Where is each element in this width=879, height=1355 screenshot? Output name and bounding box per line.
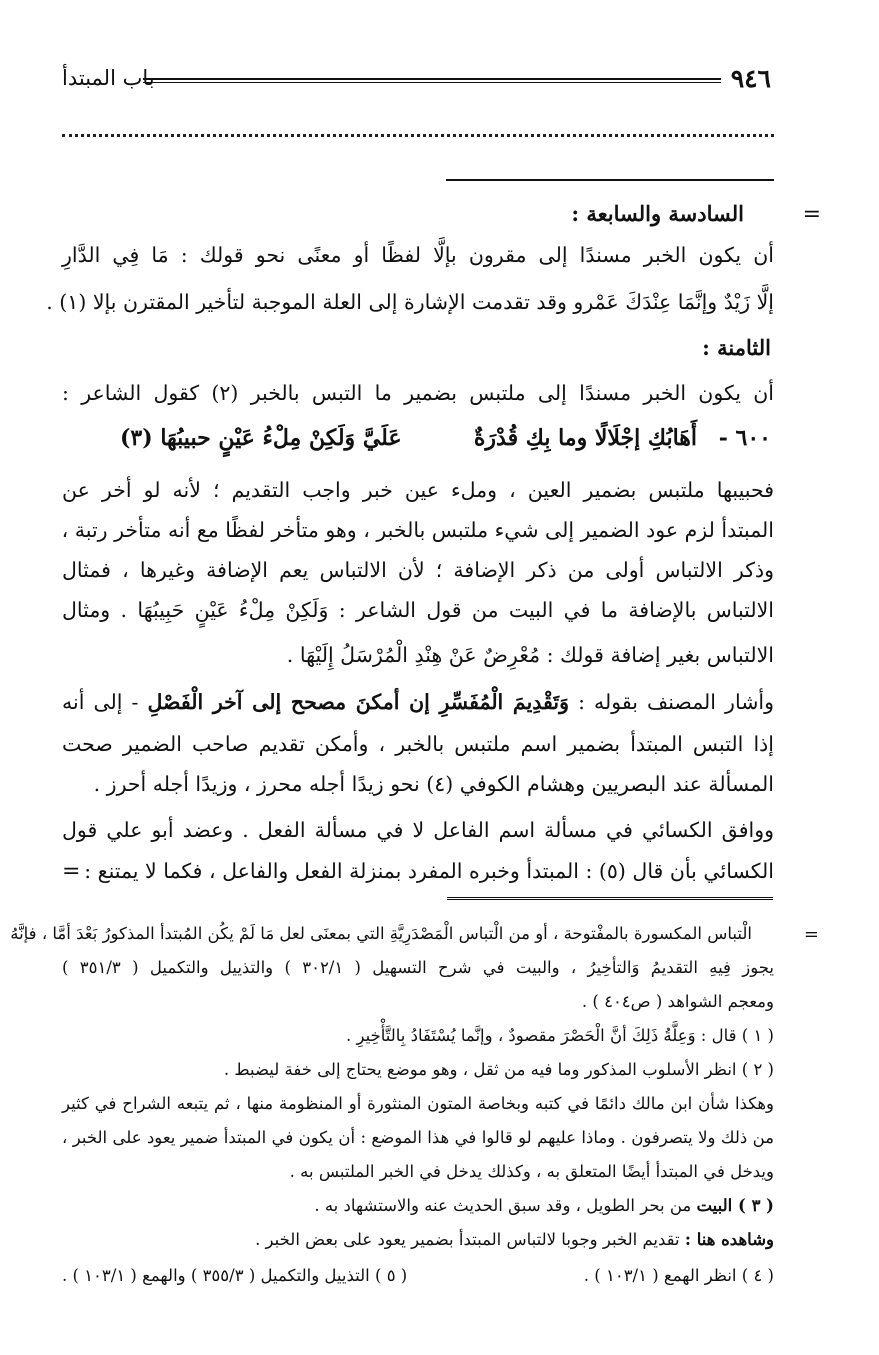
running-title: باب المبتدأ	[62, 66, 155, 90]
footnote-line: الْتباس المكسورة بالمفْتوحة ، أو من الْتباس الْمَصْدَرِيَّةِ التي بمعنَى لعل مَا لَمْ يكُن المُبتدأ المذكورُ بَعْدَ أمَّا ، فإنَّهُ	[10, 924, 752, 943]
footnote-5: ( ٥ ) التذييل والتكميل ( ٣٥٥/٣ ) والهمع ( ١٠٣/١ ) .	[62, 1266, 408, 1285]
paragraph-line: أن يكون الخبر مسندًا إلى ملتبس بضمير ما التبس بالخبر (٢) كقول الشاعر :	[62, 381, 775, 405]
page-number: ٩٤٦	[730, 64, 771, 93]
quote-lead: وأشار المصنف بقوله :	[578, 690, 774, 714]
continued-mark: =	[62, 859, 81, 884]
footnote-line: يجوز فِيهِ التقديمُ وَالتأخِيرُ ، والبيت في شرح التسهيل ( ٣٠٢/١ ) والتذييل والتكميل ( ٣٥١/٣ )	[62, 958, 774, 977]
heading-sixth-seventh: السادسة والسابعة :	[571, 201, 744, 226]
header-rule	[143, 78, 721, 83]
footnote-3-text: من بحر الطويل ، وقد سبق الحديث عنه والاستشهاد به .	[314, 1196, 692, 1215]
verse-number: ٦٠٠ -	[718, 425, 771, 451]
footnote-1: ( ١ ) قال : وَعِلَّةُ ذَلِكَ أنَّ الْحَصْرَ مقصودٌ ، وإنَّما يُسْتَفَادُ بِالتَّأْخِيرِ .	[345, 1026, 774, 1045]
section-rule	[446, 179, 774, 181]
equals-mark: =	[802, 202, 821, 227]
paragraph-line: إذا التبس المبتدأ بضمير اسم ملتبس بالخبر ، وأمكن تقديم صاحب الضمير صحت	[62, 732, 774, 756]
paragraph-line: الالتباس بالإضافة ما في البيت من قول الشاعر : وَلَكِنْ مِلْءُ عَيْنٍ حَبِيبُهَا . ومثال	[62, 598, 774, 622]
footnote-rule	[447, 897, 773, 901]
footnote-line: من ذلك ولا يتصرفون . وماذا عليهم لو قالوا في هذا الموضع : أن يكون في المبتدأ ضمير يعود على الخبر ،	[62, 1128, 774, 1147]
footnote-3-witness	[62, 1230, 774, 1250]
paragraph-line: أن يكون الخبر مسندًا إلى مقرون بإلَّا لفظًا أو معنًى نحو قولك : مَا فِي الدَّارِ	[62, 243, 774, 267]
footnote-4: ( ٤ ) انظر الهمع ( ١٠٣/١ ) .	[583, 1266, 774, 1285]
quoted-text: وَتَقْدِيمَ الْمُفَسِّرِ إن أمكنَ مصحح إلى آخر الْفَصْلِ	[147, 690, 570, 714]
paragraph-line: الكسائي بأن قال (٥) : المبتدأ وخبره المفرد بمنزلة الفعل والفاعل ، فكما لا يمتنع :	[84, 859, 774, 883]
footnote-line: ويدخل في المبتدأ أيضًا المتعلق به ، وكذلك يدخل في الخبر الملتبس به .	[289, 1162, 774, 1181]
verse-hemistich-second: عَلَيَّ وَلَكِنْ مِلْءُ عَيْنٍ حبيبُهَا (٣)	[120, 425, 402, 451]
heading-eighth: الثامنة :	[702, 335, 771, 360]
verse-hemistich-first: أَهَابُكِ إجْلَالًا وما بِكِ قُدْرَةٌ	[473, 425, 697, 451]
footnote-line: وهكذا شأن ابن مالك دائمًا في كتبه وبخاصة المتون المنثورة أو المنظومة منها ، ثم يتبعه الشراح في كثير	[62, 1094, 774, 1113]
paragraph-line-with-quote	[62, 690, 774, 715]
paragraph-line: الالتباس بغير إضافة قولك : مُعْرِضٌ عَنْ هِنْدِ الْمُرْسَلُ إِلَيْهَا .	[286, 643, 774, 667]
paragraph-line: إلَّا زَيْدٌ وإنَّمَا عِنْدَكَ عَمْرو وقد تقدمت الإشارة إلى العلة الموجبة لتأخير المقترن بإلا (١) .	[46, 290, 774, 314]
paragraph-line: ووافق الكسائي في مسألة اسم الفاعل لا في مسألة الفعل . وعضد أبو علي قول	[62, 818, 774, 842]
footnote-2: ( ٢ ) انظر الأسلوب المذكور وما فيه من ثقل ، وهو موضع يحتاج إلى خفة ليضبط .	[223, 1060, 774, 1079]
witness-text: تقديم الخبر وجوبا لالتباس المبتدأ بضمير يعود على بعض الخبر .	[255, 1230, 680, 1249]
paragraph-line: المبتدأ لزم عود الضمير إلى شيء ملتبس بالخبر ، وهو متأخر لفظًا مع أنه متأخر رتبة ،	[61, 518, 774, 542]
footnote-continuation-mark: =	[803, 924, 819, 945]
quote-tail: - إلى أنه	[62, 690, 139, 714]
paragraph-line: وذكر الالتباس أولى من ذكر الإضافة ؛ لأن الالتباس يعم الإضافة وغيرها ، فمثال	[62, 558, 774, 582]
paragraph-line: المسألة عند البصريين وهشام الكوفي (٤) نحو زيدًا أجله محرز ، وزيدًا أجله أحرز .	[93, 772, 774, 796]
paragraph-line: فحبيبها ملتبس بضمير العين ، وملء عين خبر واجب التقديم ؛ لأنه لو أخر عن	[62, 478, 774, 502]
witness-label: وشاهده هنا :	[684, 1230, 774, 1249]
ellipsis-row	[62, 134, 774, 143]
footnote-line: ومعجم الشواهد ( ص٤٠٤ ) .	[581, 992, 774, 1011]
footnote-3-label: ( ٣ ) البيت	[696, 1196, 774, 1215]
footnote-3	[62, 1196, 774, 1216]
